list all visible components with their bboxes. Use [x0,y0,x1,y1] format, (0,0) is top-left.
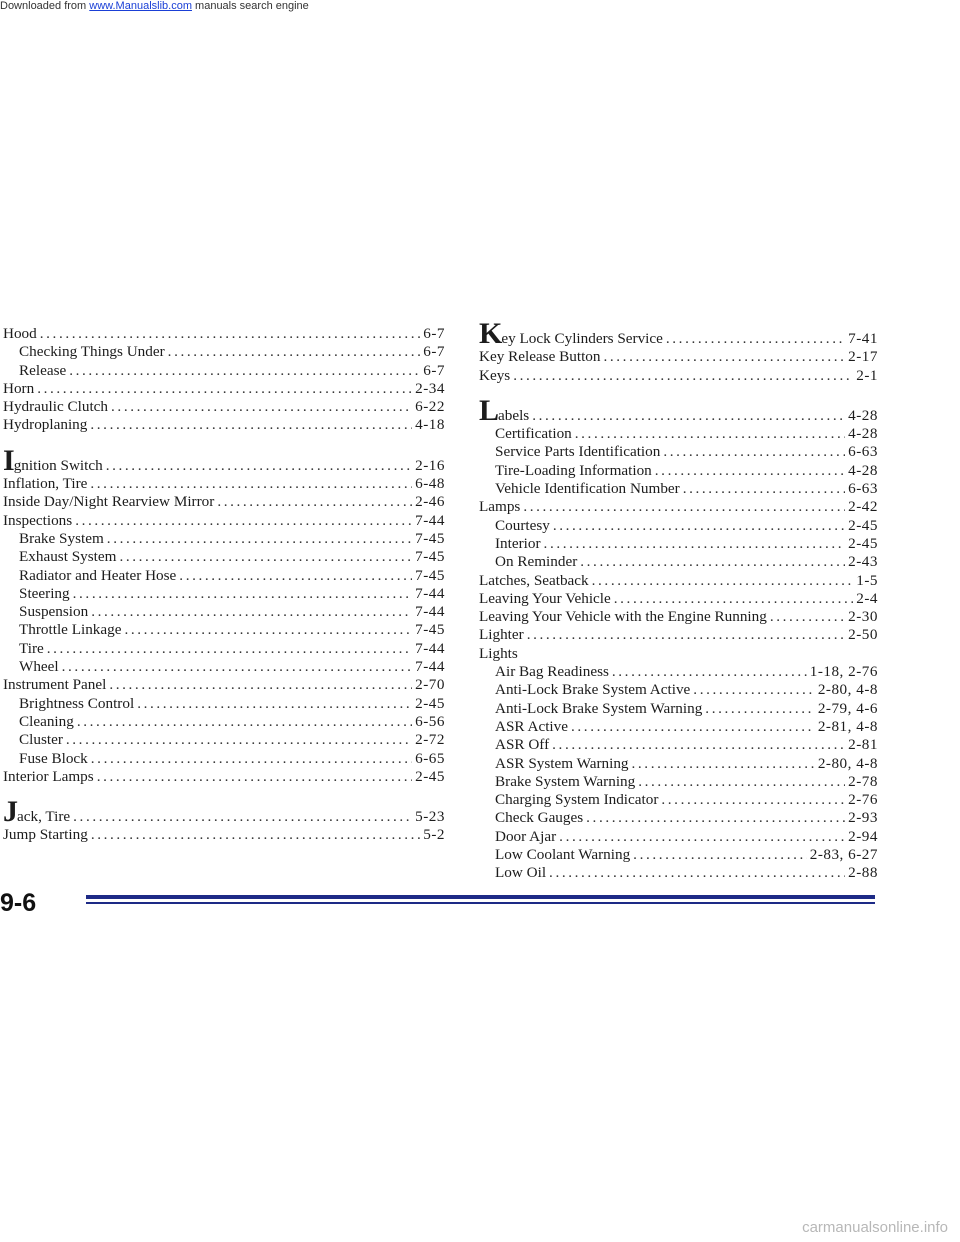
entry-term-text: Interior Lamps [3,767,94,785]
dot-leader [179,567,412,585]
entry-page-ref: 2-76 [848,791,878,809]
index-subentry [3,750,445,768]
entry-term [3,826,88,844]
entry-page-ref: 7-44 [415,639,445,657]
index-entry [3,512,445,530]
index-subentry [479,736,878,754]
entry-term [19,713,74,731]
entry-term [479,572,589,590]
dot-leader [544,535,846,553]
dot-leader [109,676,412,694]
site-watermark: carmanualsonline.info [802,1219,948,1236]
index-column-left [3,325,445,845]
entry-term-text: Anti-Lock Brake System Active [495,681,691,699]
dot-leader [705,700,815,718]
entry-term [495,553,577,571]
entry-term-text: Certification [495,425,572,443]
watermark-prefix: Downloaded from [0,0,90,12]
entry-page-ref: 2-17 [848,348,878,366]
dot-leader [770,608,845,626]
entry-page-ref: 6-63 [848,443,878,461]
dot-leader [633,846,807,864]
index-subentry [479,681,878,699]
entry-page-ref: 2-80, 4-8 [817,754,878,772]
entry-term-text: Inside Day/Night Rearview Mirror [3,493,215,511]
entry-term [495,736,549,754]
entry-term [3,493,214,511]
dot-leader [77,713,412,731]
index-subentry [3,695,445,713]
entry-term [495,425,572,443]
dot-leader [91,750,412,768]
index-entry [479,393,878,427]
entry-term [479,498,520,516]
entry-term [3,325,37,343]
index-entry [479,626,878,644]
entry-term [19,695,134,713]
entry-term [3,380,34,398]
manualslib-link[interactable]: www.Manualslib.com [89,0,192,12]
entry-term [3,512,72,530]
entry-page-ref: 2-45 [415,767,445,785]
dot-leader [661,791,845,809]
entry-term [3,416,87,434]
index-subentry [479,718,878,736]
dot-leader [47,640,412,658]
dot-leader [612,663,807,681]
entry-term-text: Leaving Your Vehicle with the Engine Running [479,608,767,626]
index-subentry [3,548,445,566]
entry-term-text: Low Coolant Warning [495,846,631,864]
dot-leader [683,480,845,498]
entry-term-text: ASR System Warning [495,754,629,772]
entry-page-ref: 6-65 [415,749,445,767]
index-entry [3,416,445,434]
index-subentry [3,640,445,658]
index-entry [3,795,445,829]
entry-page-ref: 6-7 [423,325,445,342]
entry-term-text: Check Gauges [495,809,584,827]
index-subentry [3,530,445,548]
entry-page-ref: 2-34 [415,379,445,397]
section-initial: L [479,393,499,427]
index-entry [479,608,878,626]
entry-term-text: ASR Active [495,717,568,735]
entry-page-ref: 7-45 [415,529,445,547]
index-entry [479,498,878,516]
entry-page-ref: 1-5 [856,571,878,589]
entry-term [495,791,658,809]
index-subentry [479,700,878,718]
entry-term-text: Lighter [479,626,524,644]
dot-leader [663,443,845,461]
entry-term [19,640,44,658]
index-subentry [479,553,878,571]
dot-leader [119,548,412,566]
index-entry [3,398,445,416]
entry-term-text: ack, Tire [17,808,71,826]
index-subentry [479,443,878,461]
index-entry [479,367,878,385]
dot-leader [69,362,420,380]
section-initial: J [3,795,17,829]
dot-leader [62,658,413,676]
entry-page-ref: 2-79, 4-6 [817,699,878,717]
entry-term-text: Leaving Your Vehicle [479,589,611,607]
dot-leader [592,572,854,590]
entry-page-ref: 2-46 [415,493,445,511]
index-subentry [3,658,445,676]
entry-term [479,645,518,663]
entry-page-ref: 7-44 [415,584,445,602]
index-subentry [479,828,878,846]
dot-leader [168,343,421,361]
entry-page-ref: 2-93 [848,809,878,827]
entry-term [3,475,87,493]
dot-leader [111,398,412,416]
dot-leader [73,808,412,826]
entry-page-ref: 7-44 [415,658,445,676]
entry-term-text: Horn [3,379,35,397]
entry-term [3,768,94,786]
entry-term [495,443,660,461]
entry-page-ref: 2-43 [848,553,878,571]
dot-leader [137,695,412,713]
index-subentry [479,809,878,827]
entry-term [495,864,546,882]
entry-term [495,718,568,736]
entry-page-ref: 6-7 [423,361,445,379]
entry-page-ref: 6-48 [415,475,445,493]
entry-term [19,362,66,380]
entry-term [3,676,106,694]
entry-term-text: Vehicle Identification Number [495,480,680,498]
entry-term-text: Hydraulic Clutch [3,398,109,416]
entry-term-text: Brake System [19,529,104,547]
dot-leader [553,517,845,535]
index-subentry [479,517,878,535]
entry-term-text: Checking Things Under [19,343,165,361]
entry-term-text: Lights [479,644,518,662]
entry-term-text: Brightness Control [19,694,135,712]
entry-term-text: Air Bag Readiness [495,663,609,681]
entry-term-text: Keys [479,366,511,384]
dot-leader [91,826,420,844]
dot-leader [571,718,815,736]
entry-term-text: ASR Off [495,736,550,754]
entry-term-text: Release [19,361,67,379]
entry-term-text: Latches, Seatback [479,571,589,589]
index-subentry [479,773,878,791]
index-subentry [3,713,445,731]
entry-page-ref: 4-28 [848,461,878,479]
entry-term [479,608,767,626]
index-subentry [479,846,878,864]
dot-leader [655,462,845,480]
dot-leader [580,553,845,571]
entry-term-text: gnition Switch [13,456,103,474]
entry-term [479,626,524,644]
index-entry [479,348,878,366]
entry-page-ref: 2-1 [856,366,878,384]
footer-rule [86,895,875,899]
index-entry [479,590,878,608]
entry-page-ref: 2-45 [848,516,878,534]
index-entry [3,325,445,343]
dot-leader [614,590,854,608]
entry-term-text: Throttle Linkage [19,621,122,639]
entry-page-ref: 2-83, 6-27 [809,846,878,864]
entry-page-ref: 7-44 [415,511,445,529]
entry-page-ref: 7-45 [415,566,445,584]
entry-term [479,393,530,427]
dot-leader [124,621,412,639]
entry-page-ref: 2-50 [848,626,878,644]
entry-page-ref: 1-18, 2-76 [809,663,878,681]
entry-term [19,621,121,639]
dot-leader [586,809,845,827]
entry-page-ref: 2-81, 4-8 [817,717,878,735]
index-entry [3,676,445,694]
entry-term [19,658,59,676]
entry-page-ref: 7-41 [848,330,878,347]
index-subentry [479,480,878,498]
entry-page-ref: 2-16 [415,456,445,474]
entry-term [495,700,702,718]
dot-leader [603,348,845,366]
entry-term [495,755,629,773]
watermark-suffix: manuals search engine [191,0,309,12]
index-subentry [479,535,878,553]
entry-term [495,681,690,699]
entry-term-text: Key Release Button [479,348,601,366]
index-subentry [3,343,445,361]
page-number: 9-6 [0,889,37,917]
dot-leader [90,475,412,493]
entry-term [3,795,71,829]
dot-leader [632,755,815,773]
index-entry [479,645,878,663]
entry-page-ref: 2-81 [848,736,878,754]
entry-term [479,590,611,608]
dot-leader [666,330,845,348]
dot-leader [513,367,853,385]
entry-term-text: Steering [19,584,70,602]
dot-leader [66,731,412,749]
index-subentry [3,362,445,380]
dot-leader [73,585,413,603]
entry-page-ref: 6-56 [415,712,445,730]
entry-page-ref: 4-28 [848,406,878,424]
entry-page-ref: 7-45 [415,548,445,566]
index-subentry [3,585,445,603]
section-initial: K [479,317,502,350]
entry-term [495,480,680,498]
index-entry [3,443,445,477]
entry-term [19,343,165,361]
entry-term-text: ey Lock Cylinders Service [501,330,663,347]
index-subentry [479,755,878,773]
index-subentry [479,462,878,480]
entry-term [479,367,510,385]
dot-leader [559,828,845,846]
entry-term-text: On Reminder [495,553,578,571]
index-entry [3,768,445,786]
entry-term-text: Radiator and Heater Hose [19,566,177,584]
entry-page-ref: 2-94 [848,827,878,845]
dot-leader [75,512,412,530]
entry-term [479,317,663,350]
index-subentry [479,791,878,809]
entry-page-ref: 7-44 [415,603,445,621]
dot-leader [523,498,845,516]
dot-leader [97,768,412,786]
entry-term [495,663,609,681]
entry-term [3,398,108,416]
index-subentry [479,425,878,443]
entry-page-ref: 2-70 [415,676,445,694]
download-watermark [0,0,309,12]
entry-page-ref: 2-72 [415,731,445,749]
entry-term [479,348,600,366]
entry-term-text: Low Oil [495,864,547,882]
entry-term-text: Exhaust System [19,548,117,566]
index-column-right [479,317,878,883]
entry-page-ref: 6-63 [848,480,878,498]
entry-term [3,443,103,477]
entry-term [19,603,88,621]
index-entry [3,826,445,844]
entry-term [495,828,556,846]
index-subentry [479,864,878,882]
entry-page-ref: 7-45 [415,621,445,639]
entry-page-ref: 2-42 [848,498,878,516]
entry-page-ref: 2-88 [848,864,878,882]
dot-leader [107,530,412,548]
entry-term [19,548,116,566]
footer-rule-thin [86,902,875,904]
entry-term-text: Inspections [3,511,73,529]
index-subentry [3,621,445,639]
index-entry [3,475,445,493]
entry-term [19,731,63,749]
entry-term-text: Cleaning [19,712,74,730]
dot-leader [549,864,845,882]
index-entry [3,493,445,511]
dot-leader [106,457,412,475]
entry-term-text: Inflation, Tire [3,475,88,493]
entry-page-ref: 6-22 [415,398,445,416]
entry-term-text: Charging System Indicator [495,791,659,809]
entry-term-text: Wheel [19,658,59,676]
entry-term-text: Cluster [19,731,63,749]
entry-term-text: Door Ajar [495,827,557,845]
entry-page-ref: 5-2 [423,826,445,844]
entry-page-ref: 4-28 [848,425,878,443]
entry-page-ref: 2-45 [848,534,878,552]
dot-leader [90,416,412,434]
index-entry [479,572,878,590]
entry-term-text: Hydroplaning [3,416,88,434]
entry-page-ref: 5-23 [415,808,445,826]
entry-page-ref: 4-18 [415,416,445,434]
entry-term [495,535,541,553]
entry-term-text: Interior [495,534,541,552]
entry-term [19,567,176,585]
entry-term-text: Courtesy [495,516,550,534]
index-subentry [479,663,878,681]
entry-page-ref: 2-4 [856,589,878,607]
dot-leader [40,325,421,343]
dot-leader [527,626,845,644]
section-initial: I [3,443,14,477]
dot-leader [91,603,412,621]
entry-term [19,585,70,603]
entry-term-text: Anti-Lock Brake System Warning [495,699,703,717]
entry-term [19,530,104,548]
index-subentry [3,567,445,585]
dot-leader [638,773,845,791]
dot-leader [575,425,845,443]
entry-term-text: Fuse Block [19,749,88,767]
entry-term-text: Lamps [479,498,521,516]
entry-page-ref: 2-30 [848,608,878,626]
dot-leader [532,407,845,425]
entry-term [495,846,630,864]
index-subentry [3,731,445,749]
index-subentry [3,603,445,621]
entry-term-text: Instrument Panel [3,676,107,694]
entry-page-ref: 2-78 [848,772,878,790]
entry-term [495,462,652,480]
entry-term-text: Brake System Warning [495,772,636,790]
entry-term-text: Service Parts Identification [495,443,661,461]
entry-page-ref: 2-45 [415,694,445,712]
dot-leader [552,736,845,754]
index-entry [479,317,878,350]
dot-leader [217,493,412,511]
entry-term-text: Tire [19,639,44,657]
entry-term [495,773,635,791]
entry-term [495,809,583,827]
entry-term [19,750,88,768]
entry-term-text: Jump Starting [3,826,88,844]
entry-term-text: abels [498,406,530,424]
dot-leader [693,681,815,699]
entry-term [495,517,550,535]
index-entry [3,380,445,398]
dot-leader [37,380,412,398]
entry-page-ref: 2-80, 4-8 [817,681,878,699]
entry-page-ref: 6-7 [423,343,445,361]
entry-term-text: Hood [3,325,37,342]
entry-term-text: Suspension [19,603,89,621]
entry-term-text: Tire-Loading Information [495,461,652,479]
